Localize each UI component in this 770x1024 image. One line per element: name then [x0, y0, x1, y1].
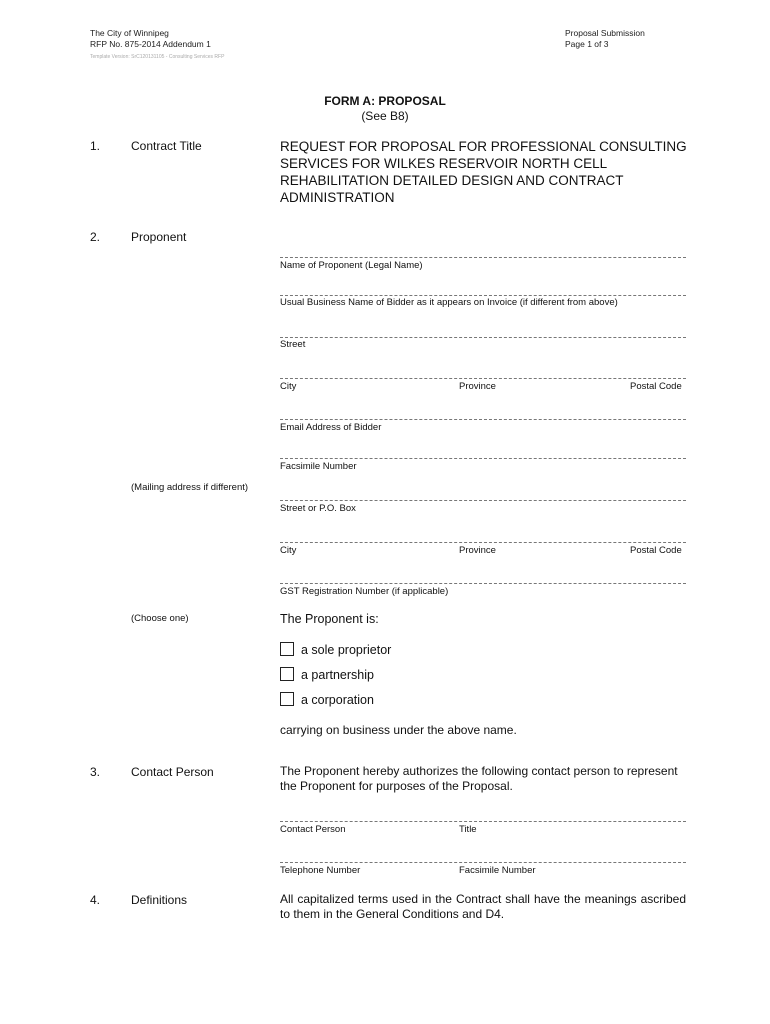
mailing-note: (Mailing address if different)	[131, 482, 249, 493]
choose-note: (Choose one)	[131, 613, 189, 624]
gst-line[interactable]	[280, 583, 686, 584]
street-line[interactable]	[280, 337, 686, 338]
email-caption: Email Address of Bidder	[280, 422, 382, 433]
email-line[interactable]	[280, 419, 686, 420]
partnership-checkbox[interactable]	[280, 667, 294, 681]
form-title: FORM A: PROPOSAL	[324, 94, 446, 108]
mailing-city-caption: City	[280, 545, 297, 556]
sole-proprietor-label: a sole proprietor	[301, 643, 392, 657]
partnership-label: a partnership	[301, 668, 374, 682]
section-4-label: Definitions	[131, 893, 188, 907]
header-rfp-number: RFP No. 875-2014 Addendum 1	[90, 39, 211, 49]
usual-name-line[interactable]	[280, 295, 686, 296]
street-po-caption: Street or P.O. Box	[280, 503, 356, 514]
header-city: The City of Winnipeg	[90, 28, 169, 38]
fax-caption: Facsimile Number	[280, 461, 357, 472]
telephone-line[interactable]	[280, 862, 686, 863]
street-po-line[interactable]	[280, 500, 686, 501]
contact-authorization-text: The Proponent hereby authorizes the following contact person to represent the Proponent for purposes of the Proposal.	[280, 764, 678, 793]
province-caption: Province	[459, 381, 496, 392]
mailing-province-caption: Province	[459, 545, 496, 556]
carrying-text: carrying on business under the above name.	[280, 723, 517, 737]
contact-fax-caption: Facsimile Number	[459, 865, 536, 876]
header-template-note: Template Version: SrC120131105 - Consulting Services RFP	[90, 54, 225, 60]
section-2-label: Proponent	[131, 230, 187, 244]
mailing-city-line[interactable]	[280, 542, 686, 543]
definitions-text: All capitalized terms used in the Contract shall have the meanings ascribed to them in the General Conditions and D4.	[280, 892, 686, 921]
contact-title-caption: Title	[459, 824, 477, 835]
proponent-is-label: The Proponent is:	[280, 612, 379, 626]
gst-caption: GST Registration Number (if applicable)	[280, 586, 449, 597]
contact-person-line[interactable]	[280, 821, 686, 822]
header-proposal-submission: Proposal Submission	[565, 28, 645, 38]
section-3-label: Contact Person	[131, 765, 214, 779]
form-subtitle: (See B8)	[361, 109, 409, 123]
fax-line[interactable]	[280, 458, 686, 459]
name-line[interactable]	[280, 257, 686, 258]
contact-person-caption: Contact Person	[280, 824, 346, 835]
header-page-number: Page 1 of 3	[565, 39, 609, 49]
contract-title-text: REQUEST FOR PROPOSAL FOR PROFESSIONAL CONSULTING SERVICES FOR WILKES RESERVOIR NORTH CELL REHABILITATION DETAILED DESIGN AND CONTRACT ADMINISTRATION	[280, 139, 687, 205]
telephone-caption: Telephone Number	[280, 865, 361, 876]
name-caption: Name of Proponent (Legal Name)	[280, 260, 423, 271]
city-line[interactable]	[280, 378, 686, 379]
section-3-number: 3.	[90, 765, 101, 779]
sole-proprietor-checkbox[interactable]	[280, 642, 294, 656]
corporation-checkbox[interactable]	[280, 692, 294, 706]
postal-code-caption: Postal Code	[630, 381, 682, 392]
section-2-number: 2.	[90, 230, 101, 244]
usual-name-caption: Usual Business Name of Bidder as it appears on Invoice (if different from above)	[280, 297, 618, 308]
city-caption: City	[280, 381, 297, 392]
street-caption: Street	[280, 339, 306, 350]
section-1-label: Contract Title	[131, 139, 202, 153]
corporation-label: a corporation	[301, 693, 374, 707]
mailing-postal-code-caption: Postal Code	[630, 545, 682, 556]
section-4-number: 4.	[90, 893, 101, 907]
section-1-number: 1.	[90, 139, 101, 153]
